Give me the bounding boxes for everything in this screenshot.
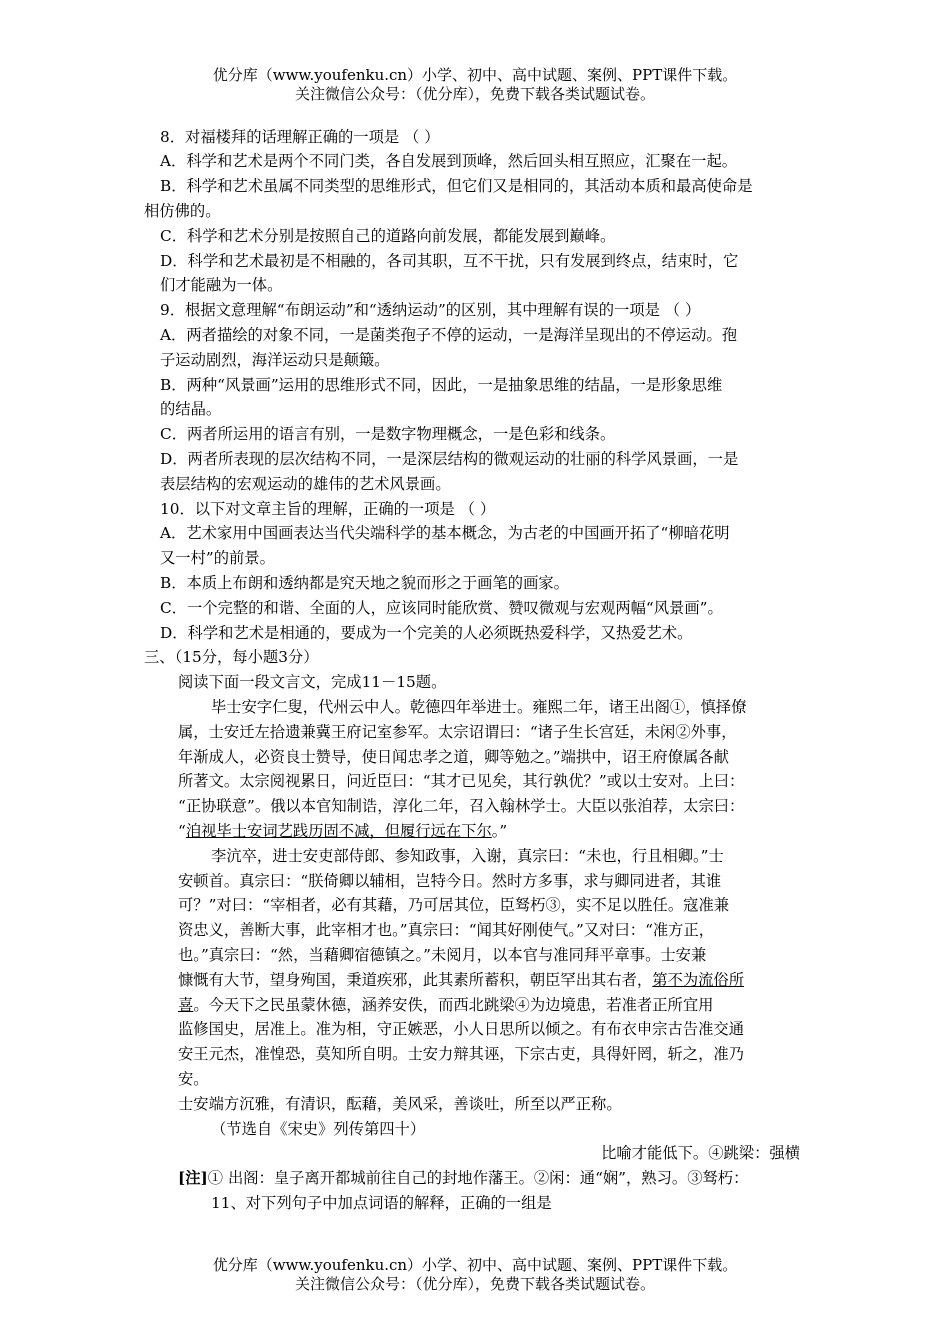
- passage-text: 。今天下之民虽蒙休德，涵养安佚，而西北跳梁④为边境患，若准者正所宜用: [193, 996, 714, 1014]
- passage-line: 监修国史，居准上。准为相，守正嫉恶，小人日思所以倾之。有布衣申宗古告准交通: [178, 1020, 744, 1038]
- underlined-sentence-2-end: 喜: [178, 996, 194, 1014]
- passage-line: “正协联意”。俄以本官知制诰，淳化二年，召入翰林学士。大臣以张洎荐，太宗曰：: [178, 797, 745, 815]
- page-header: [0, 66, 950, 104]
- passage-line: 李沆卒，进士安吏部侍郎、参知政事，入谢，真宗曰：“未也，行且相卿。”士: [211, 847, 724, 865]
- q9-option-d: D．两者所表现的层次结构不同，一是深层结构的微观运动的壮丽的科学风景画，一是: [160, 450, 739, 468]
- q8-option-b-cont: 相仿佛的。: [144, 202, 221, 220]
- header-line-2: 关注微信公众号：（优分库），免费下载各类试题试卷。: [294, 85, 655, 103]
- question-10: 10．以下对文章主旨的理解，正确的一项是 （ ）: [160, 500, 496, 518]
- q8-option-d: D．科学和艺术最初是不相融的，各司其职，互不干扰，只有发展到终点，结束时，它: [160, 252, 739, 270]
- quote-close: 。”: [491, 822, 508, 840]
- q9-option-b: B．两种“风景画”运用的思维形式不同，因此，一是抽象思维的结晶，一是形象思维: [160, 376, 723, 394]
- header-line-1: 优分库（www.youfenku.cn）小学、初中、高中试题、案例、PPT课件下载。: [212, 66, 738, 84]
- passage-line: 安顿首。真宗曰：“朕倚卿以辅相，岂特今日。然时方多事，求与卿同进者，其谁: [178, 872, 722, 890]
- passage-line: 可？”对曰：“宰相者，必有其藉，乃可居其位，臣驽朽③，实不足以胜任。寇准兼: [178, 896, 730, 914]
- passage-line: 士安端方沉雅，有清识，酝藉，美风采，善谈吐，所至以严正称。: [178, 1095, 622, 1113]
- passage-line-underlined: [178, 968, 744, 992]
- quote-open: “: [178, 822, 186, 840]
- footer-line-2: 关注微信公众号：（优分库），免费下载各类试题试卷。: [294, 1275, 655, 1293]
- passage-line-underlined: [178, 819, 507, 843]
- q10-option-a: A．艺术家用中国画表达当代尖端科学的基本概念，为古老的中国画开拓了“柳暗花明: [160, 524, 730, 542]
- passage-line: 也。”真宗曰：“然，当藉卿宿德镇之。”未阅月，以本官与准同拜平章事。士安兼: [178, 946, 707, 964]
- q9-option-b-cont: 的结晶。: [160, 400, 222, 418]
- q10-option-c: C．一个完整的和谐、全面的人，应该同时能欣赏、赞叹微观与宏观两幅“风景画”。: [160, 599, 723, 617]
- passage-line: 年渐成人，必资良士赞导，使日闻忠孝之道，卿等勉之。”端拱中，诏王府僚属各献: [178, 748, 729, 766]
- q9-option-a: A．两者描绘的对象不同，一是菌类孢子不停的运动，一是海洋呈现出的不停运动。孢: [160, 326, 738, 344]
- passage-line: 安。: [178, 1070, 209, 1088]
- section-3-heading: 三、（15分，每小题3分）: [144, 648, 319, 666]
- note-text: ① 出阁：皇子离开都城前往自己的封地作藩王。②闲：通“娴”，熟习。③驽朽：: [207, 1169, 749, 1187]
- question-8: 8．对福楼拜的话理解正确的一项是 （ ）: [160, 128, 440, 146]
- q8-option-a: A．科学和艺术是两个不同门类，各自发展到顶峰，然后回头相互照应，汇聚在一起。: [160, 152, 738, 170]
- q10-option-b: B．本质上布朗和透纳都是究天地之貌而形之于画笔的画家。: [160, 574, 569, 592]
- question-9: 9．根据文意理解“布朗运动”和“透纳运动”的区别，其中理解有误的一项是 （ ）: [160, 301, 701, 319]
- passage-line-underlined: [178, 993, 713, 1017]
- source-citation: 比喻才能低下。④跳梁：强横: [601, 1144, 800, 1162]
- q9-option-a-cont: 子运动剧烈，海洋运动只是颠簸。: [160, 351, 390, 369]
- underlined-sentence-1: 洎视毕士安词艺践历固不减，但履行远在下尔: [185, 822, 492, 840]
- reading-instruction: 阅读下面一段文言文，完成11－15题。: [178, 673, 447, 691]
- passage-line: 属，士安迁左拾遗兼冀王府记室参军。太宗诏谓曰：“诸子生长宫廷，未闲②外事，: [178, 723, 737, 741]
- footer-line-1: 优分库（www.youfenku.cn）小学、初中、高中试题、案例、PPT课件下载。: [212, 1256, 738, 1274]
- annotation-note: [178, 1166, 748, 1190]
- underlined-sentence-2: 第不为流俗所: [652, 971, 745, 989]
- passage-line: （节选自《宋史》列传第四十）: [211, 1120, 426, 1138]
- passage-line: 所著文。太宗阅视累日，问近臣曰：“其才已见矣，其行孰优？”或以士安对。上曰：: [178, 772, 745, 790]
- q10-option-a-cont: 又一村”的前景。: [160, 549, 275, 567]
- q8-option-b: B．科学和艺术虽属不同类型的思维形式，但它们又是相同的，其活动本质和最高使命是: [160, 177, 753, 195]
- q10-option-d: D．科学和艺术是相通的，要成为一个完美的人必须既热爱科学，又热爱艺术。: [160, 624, 693, 642]
- passage-text: 慷慨有大节，望身殉国，秉道疾邪，此其素所蓄积，朝臣罕出其右者，: [178, 971, 653, 989]
- passage-line: 毕士安字仁叟，代州云中人。乾德四年举进士。雍熙二年，诸王出阁①，慎择僚: [211, 698, 747, 716]
- passage-line: 安王元杰，准惶恐，莫知所自明。士安力辩其诬，下宗古吏，具得奸罔，斩之，准乃: [178, 1045, 744, 1063]
- annotation-note-cont: 11、对下列句子中加点词语的解释，正确的一组是: [211, 1194, 552, 1212]
- q8-option-c: C．科学和艺术分别是按照自己的道路向前发展，都能发展到巅峰。: [160, 227, 616, 245]
- page-footer: [0, 1256, 950, 1294]
- q9-option-c: C．两者所运用的语言有别，一是数字物理概念，一是色彩和线条。: [160, 425, 616, 443]
- passage-line: 资忠义，善断大事，此宰相才也。”真宗曰：“闻其好刚使气。”又对曰：“准方正，: [178, 921, 715, 939]
- note-label: [注]: [178, 1169, 208, 1187]
- q8-option-d-cont: 们才能融为一体。: [160, 276, 283, 294]
- q9-option-d-cont: 表层结构的宏观运动的雄伟的艺术风景画。: [160, 475, 451, 493]
